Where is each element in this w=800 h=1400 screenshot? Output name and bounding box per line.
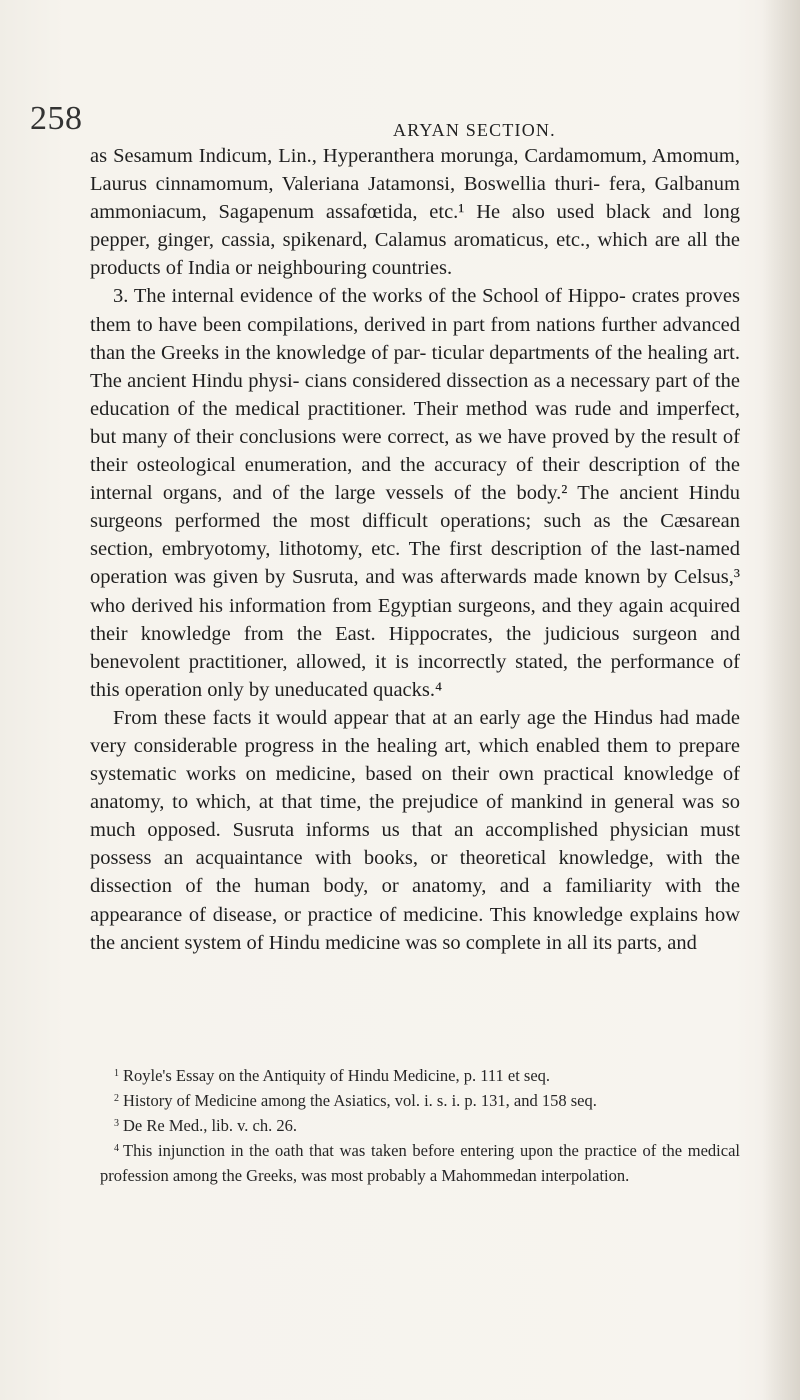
text-line: etc., which are all the products of India or neighbouring countries. bbox=[90, 229, 741, 280]
text-line: such as the Cæsarean section, embryotomy, lithotomy, etc. The first bbox=[90, 510, 740, 561]
text-line: medical practitioner. Their method was rude and imperfect, but bbox=[90, 397, 740, 448]
footnotes bbox=[100, 1065, 740, 1187]
footnote bbox=[100, 1140, 740, 1187]
text-line: 3. The internal evidence of the works of the School of Hippo- bbox=[113, 285, 626, 308]
text-line: or practice of medicine. This knowledge explains how the ancient bbox=[90, 903, 740, 954]
footnote-text: This injunction in the oath that was taken before entering upon the practice of the medical profession among the Greeks, was most probably a Mahommedan interpolation. bbox=[100, 1141, 740, 1185]
body-text bbox=[90, 142, 740, 957]
text-line: nations further advanced than the Greeks in the knowledge of par- bbox=[90, 313, 741, 364]
text-line: result of their osteological enumeration, and the accuracy of their bbox=[90, 425, 741, 477]
text-line: practitioner, allowed, it is incorrectly stated, the performance of this bbox=[90, 650, 740, 701]
text-line: The ancient Hindu surgeons performed the most difficult operations; bbox=[90, 482, 740, 533]
text-line: many of their conclusions were correct, as we have proved by the bbox=[121, 425, 666, 448]
footnote-text: Royle's Essay on the Antiquity of Hindu Medicine, p. 111 et seq. bbox=[123, 1066, 551, 1085]
footnote bbox=[100, 1090, 740, 1115]
text-line: crates proves them to have been compilations, derived in part from bbox=[90, 285, 740, 336]
paragraph bbox=[90, 142, 740, 282]
running-head: ARYAN SECTION. bbox=[393, 120, 556, 140]
text-line: was afterwards made known by Celsus,³ who derived his information bbox=[90, 566, 740, 617]
text-line: body, or anatomy, and a familiarity with the appearance of disease, bbox=[90, 875, 740, 926]
text-line: cians considered dissection as a necessary part of the education of the bbox=[90, 369, 740, 420]
text-line: that an accomplished physician must possess an acquaintance with bbox=[90, 819, 741, 870]
page-edge-shadow bbox=[762, 0, 800, 1400]
text-line: books, or theoretical knowledge, with the dissection of the human bbox=[90, 847, 741, 898]
footnote bbox=[100, 1065, 740, 1090]
footnote-text: History of Medicine among the Asiatics, vol. i. s. i. p. 131, and 158 seq. bbox=[123, 1091, 597, 1110]
text-line: practical knowledge of anatomy, to which, at that time, the prejudice bbox=[90, 763, 740, 814]
text-line: them to prepare systematic works on medicine, based on their own bbox=[90, 734, 741, 786]
footnote bbox=[100, 1115, 740, 1140]
text-line: From these facts it would appear that at an early age the Hindus bbox=[113, 706, 653, 729]
paragraph bbox=[90, 282, 740, 703]
text-line: had made very considerable progress in the healing art, which enabled bbox=[90, 706, 740, 757]
footnote-text: De Re Med., lib. v. ch. 26. bbox=[123, 1116, 297, 1135]
text-line: description of the last-named operation was given by Susruta, and bbox=[90, 538, 741, 589]
text-line: from the East. Hippocrates, the judicious surgeon and benevolent bbox=[90, 622, 741, 673]
page-number: 258 bbox=[30, 100, 83, 137]
paragraph bbox=[90, 704, 740, 957]
text-line: as Sesamum Indicum, Lin., Hyperanthera morunga, Cardamomum, bbox=[90, 145, 647, 167]
footnote-mark: 4 bbox=[114, 1143, 119, 1154]
text-line: fera, Galbanum ammoniacum, Sagapenum assafœtida, etc.¹ He also used bbox=[90, 173, 740, 224]
text-line: system of Hindu medicine was so complete in all its parts, and bbox=[184, 931, 697, 954]
text-line: of mankind in general was so much opposed. Susruta informs us bbox=[90, 791, 740, 842]
text-line: from Egyptian surgeons, and they again acquired their knowledge bbox=[90, 594, 741, 645]
text-line: Amomum, Laurus cinnamomum, Valeriana Jatamonsi, Boswellia thuri- bbox=[90, 145, 740, 196]
footnote-mark: 3 bbox=[114, 1118, 119, 1129]
text-line: ticular departments of the healing art. The ancient Hindu physi- bbox=[90, 341, 740, 392]
footnote-mark: 2 bbox=[114, 1093, 119, 1104]
text-line: black and long pepper, ginger, cassia, spikenard, Calamus aromaticus, bbox=[90, 201, 740, 252]
text-line: description of the internal organs, and of the large vessels of the body.² bbox=[90, 454, 740, 505]
text-line: operation only by uneducated quacks.⁴ bbox=[124, 678, 443, 701]
footnote-mark: 1 bbox=[114, 1068, 119, 1079]
